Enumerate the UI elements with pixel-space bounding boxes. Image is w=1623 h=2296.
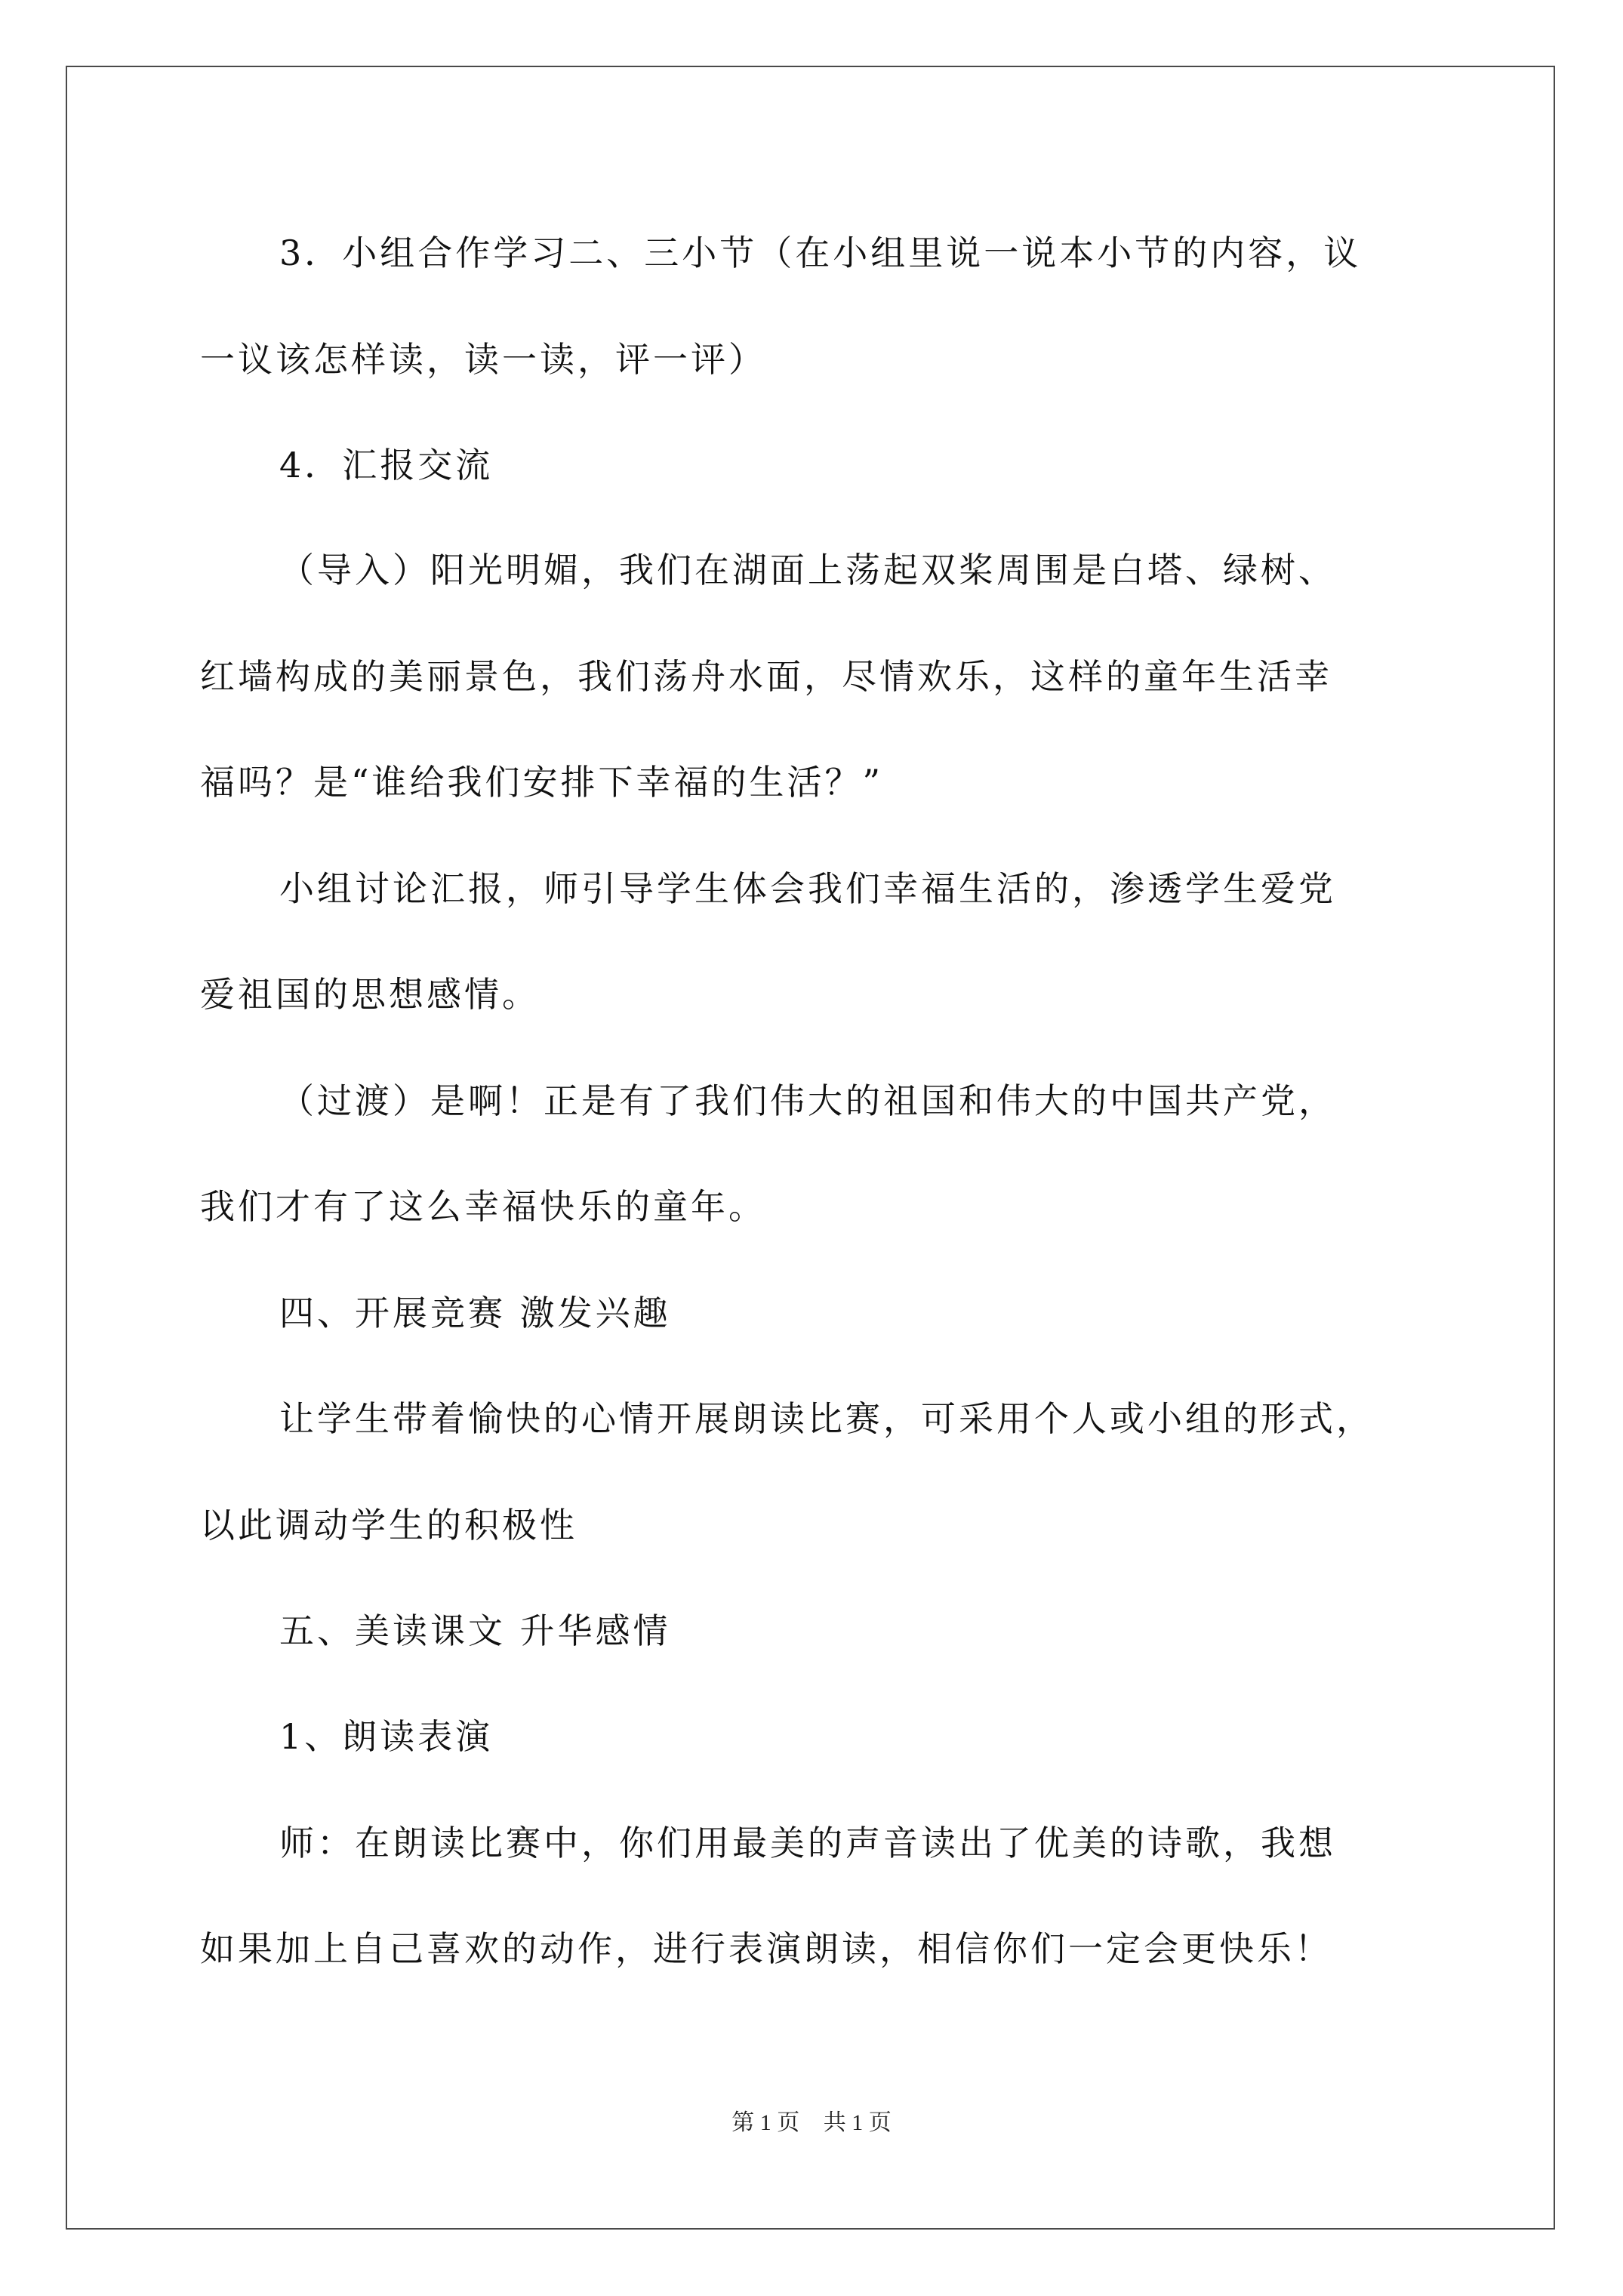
- page-frame: [66, 66, 1555, 2230]
- paragraph-line: 1、朗读表演: [279, 1716, 494, 1757]
- section-heading: 四、开展竞赛 激发兴趣: [279, 1293, 671, 1333]
- paragraph-line: 爱祖国的思想感情。: [200, 974, 540, 1015]
- page-footer: [0, 2108, 1623, 2138]
- paragraph-line: 让学生带着愉快的心情开展朗读比赛，可采用个人或小组的形式，: [279, 1398, 1374, 1439]
- page-total: 共 1 页: [823, 2110, 892, 2135]
- paragraph-line: 3．小组合作学习二、三小节（在小组里说一说本小节的内容，议: [279, 233, 1362, 273]
- paragraph-line: 一议该怎样读，读一读，评一评）: [200, 339, 766, 380]
- paragraph-line: 我们才有了这么幸福快乐的童年。: [200, 1186, 766, 1227]
- paragraph-line: （过渡）是啊！正是有了我们伟大的祖国和伟大的中国共产党，: [279, 1080, 1336, 1121]
- paragraph-line: 师：在朗读比赛中，你们用最美的声音读出了优美的诗歌，我想: [279, 1823, 1336, 1863]
- paragraph-line: 如果加上自己喜欢的动作，进行表演朗读，相信你们一定会更快乐！: [200, 1928, 1332, 1969]
- paragraph-line: 福吗？是“谁给我们安排下幸福的生活？”: [200, 762, 884, 803]
- paragraph-line: 4．汇报交流: [279, 445, 494, 485]
- paragraph-line: 以此调动学生的积极性: [200, 1505, 577, 1546]
- paragraph-line: （导入）阳光明媚，我们在湖面上荡起双桨周围是白塔、绿树、: [279, 550, 1336, 590]
- page-number: 第 1 页: [731, 2110, 800, 2135]
- section-heading: 五、美读课文 升华感情: [279, 1610, 671, 1651]
- paragraph-line: 小组讨论汇报，师引导学生体会我们幸福生活的，渗透学生爱党: [279, 868, 1336, 909]
- paragraph-line: 红墙构成的美丽景色，我们荡舟水面，尽情欢乐，这样的童年生活幸: [200, 656, 1332, 697]
